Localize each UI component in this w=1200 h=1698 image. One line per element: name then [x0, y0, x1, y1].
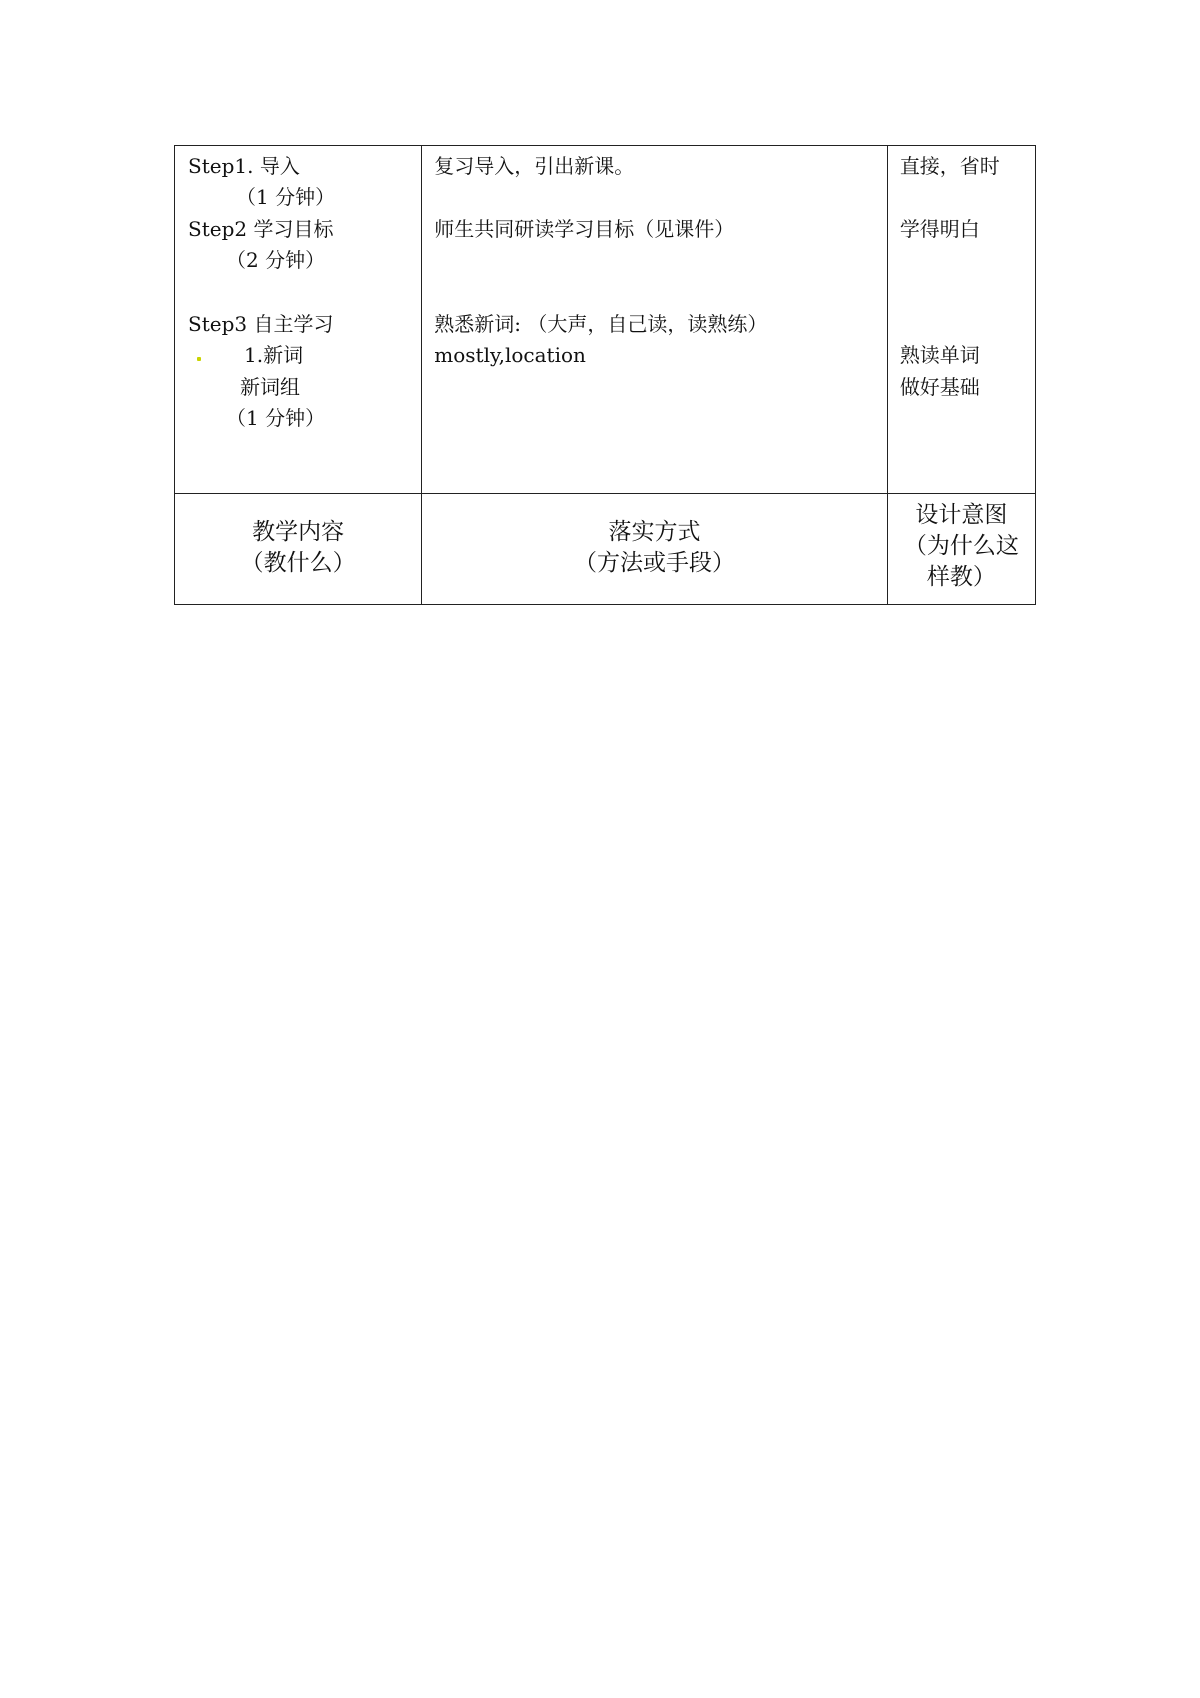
- header-method-subtitle: （方法或手段）: [574, 550, 736, 576]
- header-intent-subtitle: （为什么这: [903, 533, 1019, 559]
- step1-label: Step1. 导入: [188, 154, 300, 178]
- lesson-plan-table-wrapper: [174, 145, 1036, 605]
- highlight-mark: [197, 357, 201, 361]
- header-content-title: 教学内容: [252, 519, 345, 545]
- step3-item-new-phrases: 新词组: [240, 375, 300, 399]
- header-method-title: 落实方式: [608, 519, 701, 545]
- method-line-review: 复习导入，引出新课。: [434, 154, 635, 178]
- table-row-body: [175, 146, 1036, 494]
- intent-line-read-words: 熟读单词: [899, 343, 980, 367]
- header-content-subtitle: （教什么）: [240, 550, 356, 576]
- step3-label: Step3 自主学习: [188, 312, 334, 336]
- method-line-words: mostly,location: [434, 343, 586, 367]
- method-line-vocab: 熟悉新词: （大声，自己读，读熟练）: [434, 312, 768, 336]
- intent-line-foundation: 做好基础: [899, 375, 980, 399]
- intent-cell: [887, 146, 1035, 494]
- table-row-header: [175, 494, 1036, 605]
- method-cell: [422, 146, 888, 494]
- intent-line-clear: 学得明白: [899, 217, 980, 241]
- step3-item-new-words: 1.新词: [244, 343, 304, 367]
- step2-label: Step2 学习目标: [188, 217, 334, 241]
- header-intent-title: 设计意图: [915, 502, 1008, 528]
- step2-time: （2 分钟）: [226, 248, 326, 272]
- header-cell-content: [175, 494, 422, 605]
- header-cell-method: [422, 494, 888, 605]
- step1-time: （1 分钟）: [236, 185, 336, 209]
- method-line-objectives: 师生共同研读学习目标（见课件）: [434, 217, 735, 241]
- step3-time: （1 分钟）: [226, 406, 326, 430]
- header-intent-subtitle-cont: 样教）: [926, 564, 996, 590]
- content-cell: [175, 146, 422, 494]
- header-cell-intent: [887, 494, 1035, 605]
- lesson-plan-table: [174, 145, 1036, 605]
- intent-line-direct: 直接，省时: [899, 154, 1000, 178]
